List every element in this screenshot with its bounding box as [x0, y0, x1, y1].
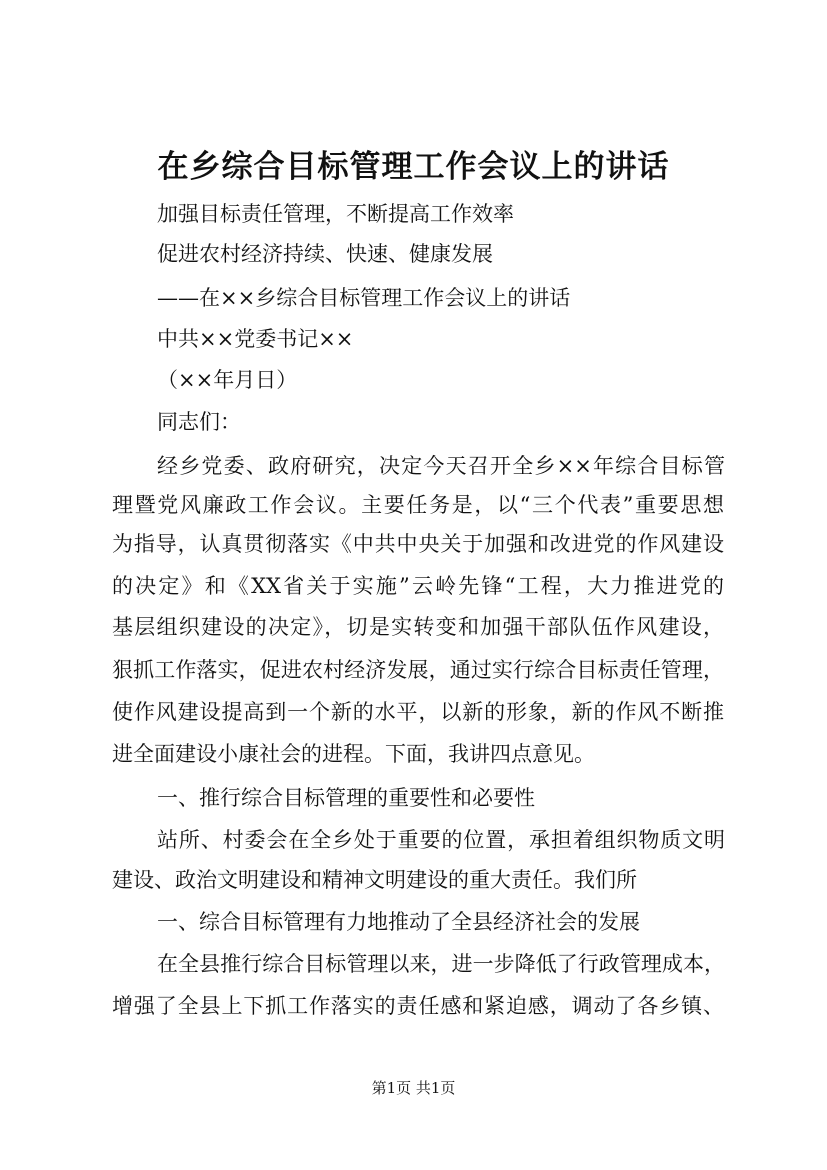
- paragraph-line: 在全县推行综合目标管理以来，进一步降低了行政管理成本，: [157, 952, 725, 976]
- paragraph-line: 为指导，认真贯彻落实《中共中央关于加强和改进党的作风建设: [112, 532, 724, 556]
- author-line: 中共××党委书记××: [157, 327, 354, 351]
- paragraph-line: 站所、村委会在全乡处于重要的位置，承担着组织物质文明: [157, 828, 725, 852]
- paragraph-line: 经乡党委、政府研究，决定今天召开全乡××年综合目标管: [157, 454, 725, 478]
- subtitle-line: 促进农村经济持续、快速、健康发展: [157, 242, 493, 266]
- date-line: （××年月日）: [157, 368, 298, 392]
- paragraph-line: 进全面建设小康社会的进程。下面，我讲四点意见。: [112, 742, 595, 766]
- section-heading: 一、综合目标管理有力地推动了全县经济社会的发展: [157, 910, 640, 934]
- page-footer: 第1页 共1页: [371, 1079, 456, 1097]
- section-heading: 一、推行综合目标管理的重要性和必要性: [157, 786, 535, 810]
- subtitle-line: 加强目标责任管理，不断提高工作效率: [157, 202, 514, 226]
- paragraph-line: 理暨党风廉政工作会议。主要任务是，以“三个代表”重要思想: [112, 493, 724, 517]
- subtitle-line: ——在××乡综合目标管理工作会议上的讲话: [157, 286, 571, 310]
- paragraph-line: 的决定》和《XX省关于实施”云岭先锋“工程，大力推进党的: [112, 574, 724, 598]
- paragraph-line: 基层组织建设的决定》，切是实转变和加强干部队伍作风建设，: [112, 615, 724, 639]
- paragraph-line: 狠抓工作落实，促进农村经济发展，通过实行综合目标责任管理，: [112, 658, 724, 682]
- paragraph-line: 使作风建设提高到一个新的水平，以新的形象，新的作风不断推: [112, 700, 724, 724]
- paragraph-line: 建设、政治文明建设和精神文明建设的重大责任。我们所: [112, 868, 637, 892]
- document-title: 在乡综合目标管理工作会议上的讲话: [157, 149, 670, 185]
- salutation: 同志们：: [157, 410, 241, 434]
- paragraph-line: 增强了全县上下抓工作落实的责任感和紧迫感，调动了各乡镇、: [112, 994, 724, 1018]
